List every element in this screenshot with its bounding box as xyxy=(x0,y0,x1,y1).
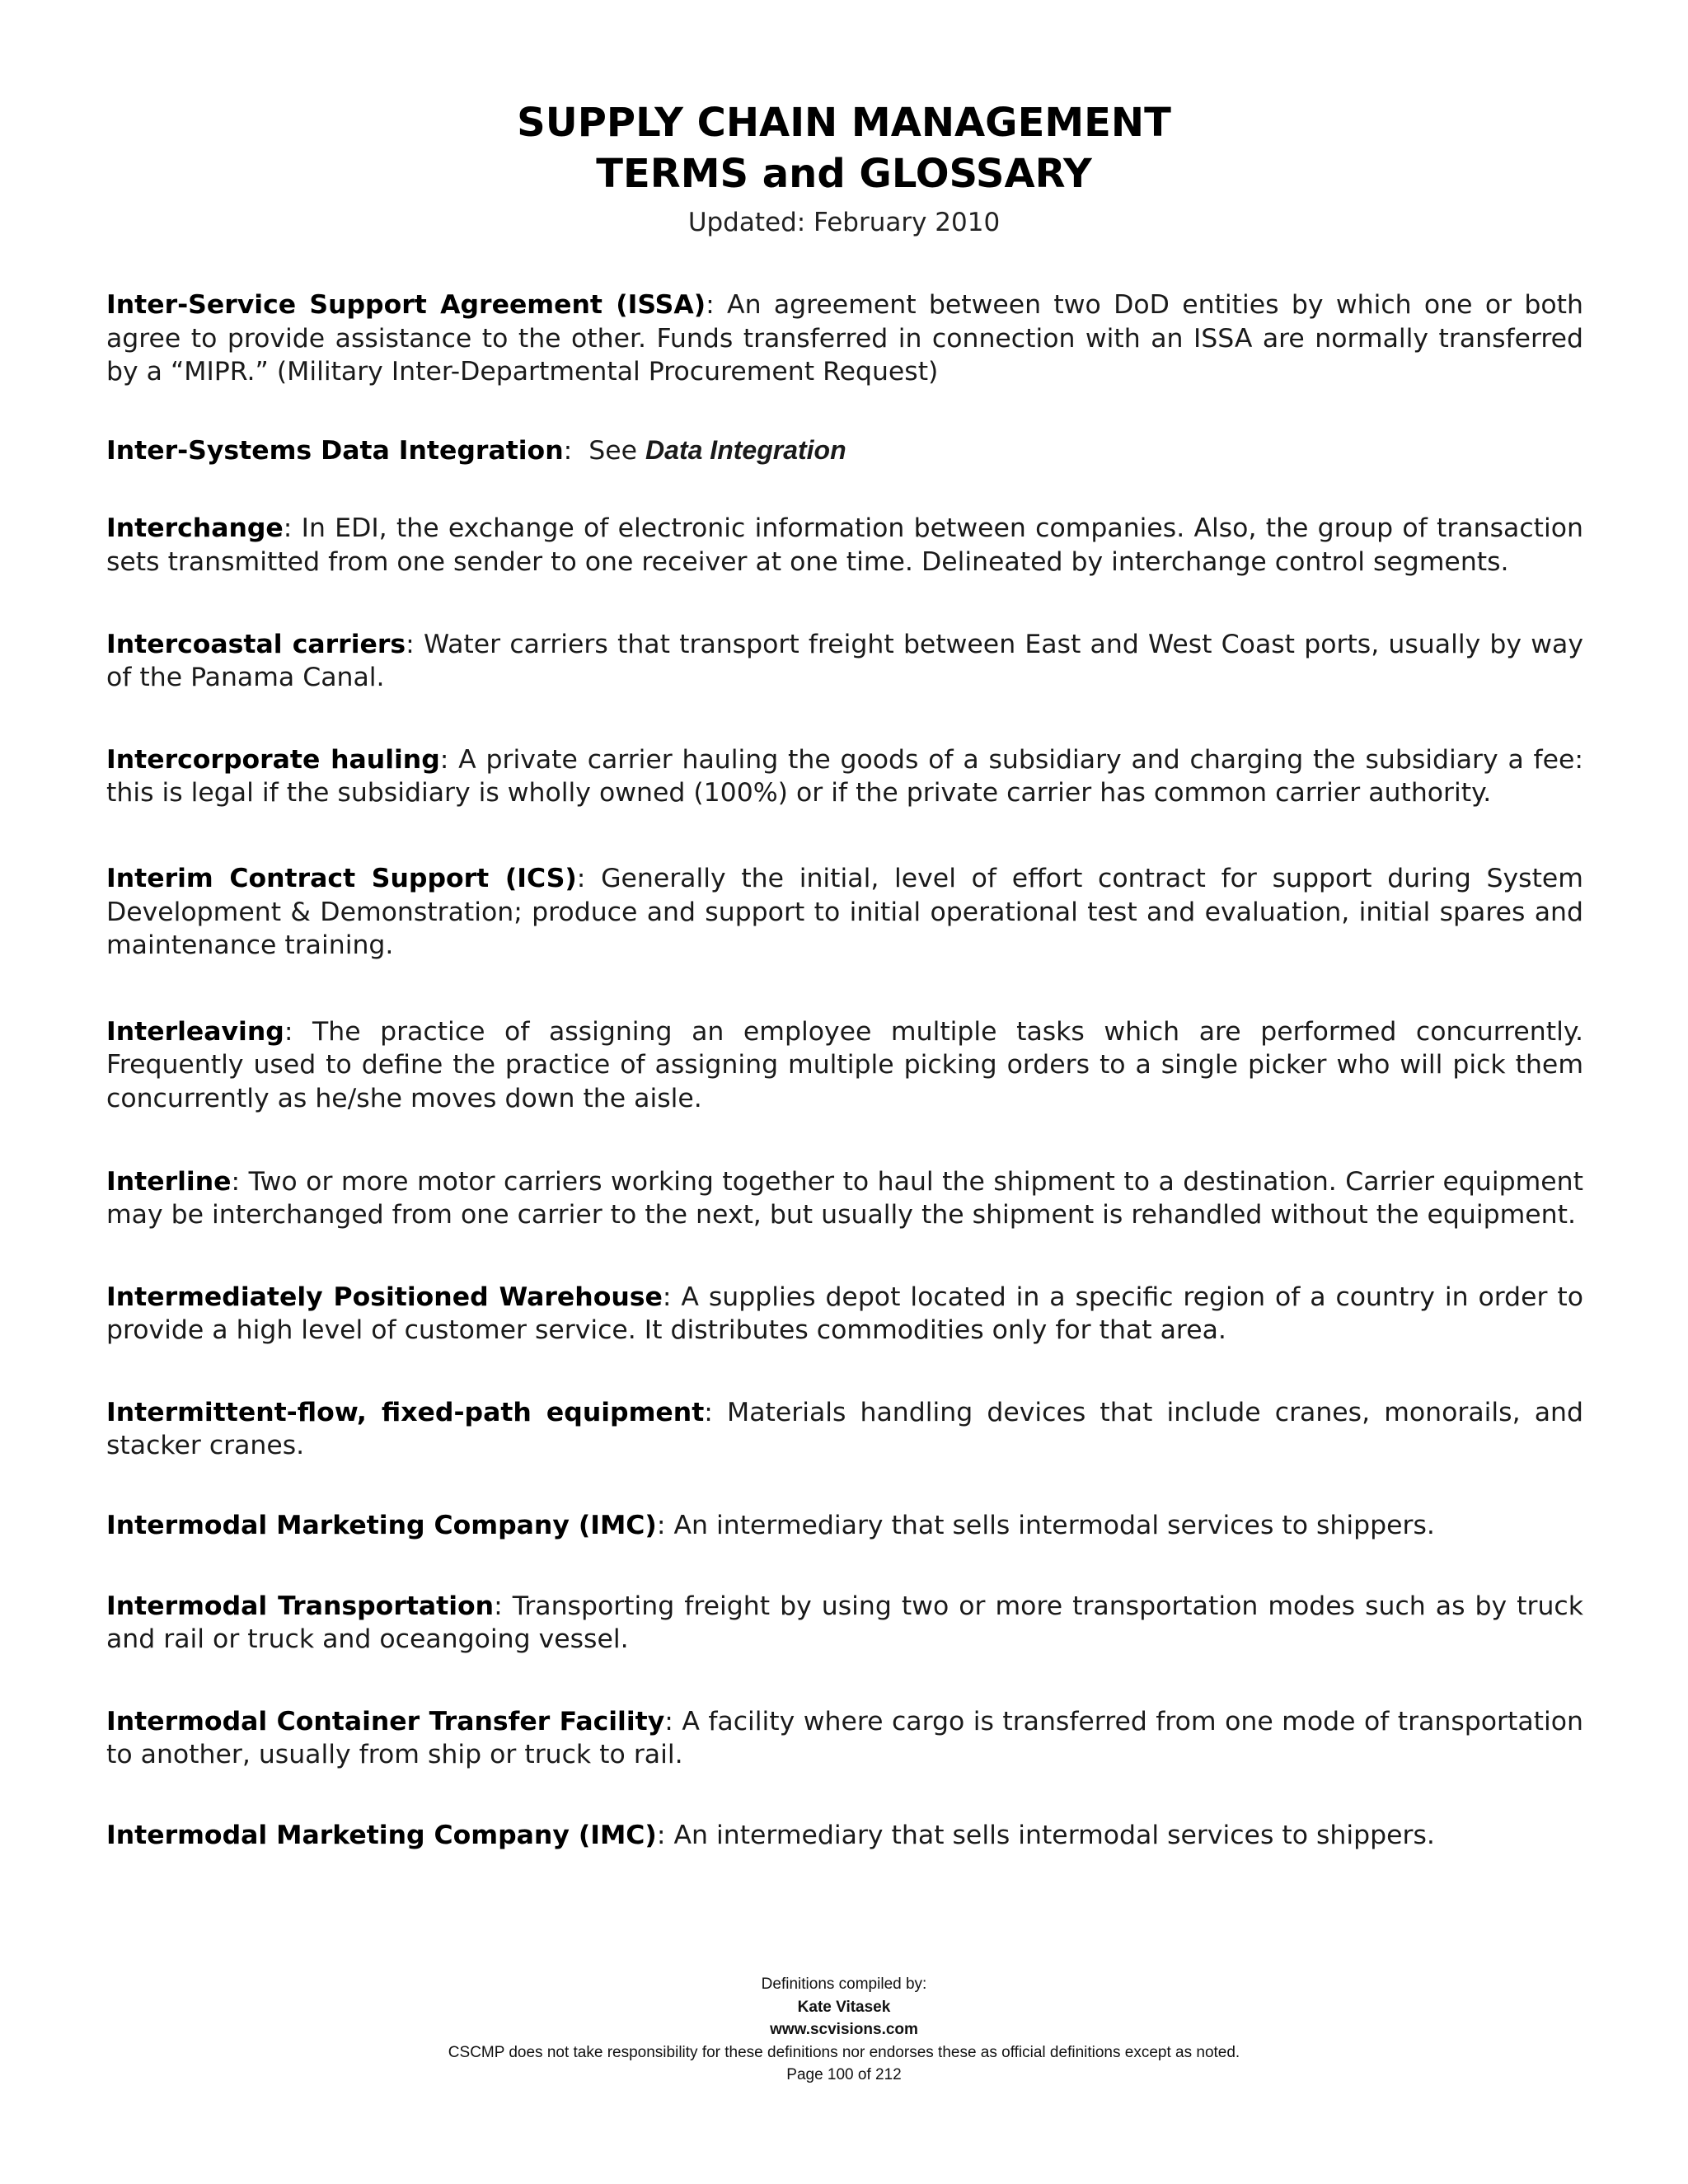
glossary-definition: : Materials handling devices that include cranes, monorails, and stacker cranes. xyxy=(106,1397,1583,1461)
footer-author: Kate Vitasek xyxy=(797,1998,891,2016)
glossary-term: Interchange xyxy=(106,513,284,544)
page-footer xyxy=(0,1973,1688,2087)
glossary-term: Intermodal Transportation xyxy=(106,1591,495,1621)
see-reference-link[interactable]: Data Integration xyxy=(645,434,846,465)
glossary-definition: : Generally the initial, level of effort contract for support during System Development & Demonstration; produce and support to initial operational test and evaluation, initial spares and maintenance training. xyxy=(106,863,1583,961)
glossary-definition: : The practice of assigning an employee multiple tasks which are performed concurrently. Frequently used to define the practice of assigning multiple picking orders to a single picker who will pick them concurrently as he/she moves down the aisle. xyxy=(106,1016,1583,1113)
glossary-definition: : See xyxy=(563,435,646,466)
glossary-entry xyxy=(106,1509,1583,1543)
glossary-definition: : An intermediary that sells intermodal services to shippers. xyxy=(656,1511,1435,1541)
glossary-entry xyxy=(106,1819,1583,1853)
glossary-term: Intercoastal carriers xyxy=(106,629,406,659)
glossary-definition: : Transporting freight by using two or more transportation modes such as by truck and rail or truck and oceangoing vessel. xyxy=(106,1591,1583,1655)
glossary-term: Inter-Systems Data Integration xyxy=(106,435,564,466)
glossary-definition: : A facility where cargo is transferred from one mode of transportation to another, usually from ship or truck to rail. xyxy=(106,1706,1583,1770)
glossary-entry xyxy=(106,1396,1583,1463)
glossary-term: Intermodal Marketing Company (IMC) xyxy=(106,1511,657,1541)
document-title-line-2: TERMS and GLOSSARY xyxy=(596,151,1092,197)
glossary-definition: : Water carriers that transport freight between East and West Coast ports, usually by way of the Panama Canal. xyxy=(106,629,1583,693)
glossary-definition: : A private carrier hauling the goods of a subsidiary and charging the subsidiary a fee: this is legal if the subsidiary is wholly owned (100%) or if the private carrier has common carrier authority. xyxy=(106,744,1584,808)
footer-page-number: Page 100 of 212 xyxy=(786,2066,902,2083)
glossary-term: Intermediately Positioned Warehouse xyxy=(106,1282,663,1312)
glossary-term: Intermodal Container Transfer Facility xyxy=(106,1706,665,1736)
glossary-term: Inter-Service Support Agreement (ISSA) xyxy=(106,290,706,320)
glossary-entry xyxy=(106,1705,1583,1772)
glossary-term: Interim Contract Support (ICS) xyxy=(106,863,577,893)
glossary-entry xyxy=(106,1281,1583,1347)
glossary-entry xyxy=(106,743,1583,810)
glossary-entry xyxy=(106,628,1583,695)
glossary-entry xyxy=(106,1165,1583,1232)
updated-date: Updated: February 2010 xyxy=(687,208,1001,237)
glossary-entry xyxy=(106,862,1583,963)
glossary-term: Intercorporate hauling xyxy=(106,744,440,775)
glossary-definition: : An agreement between two DoD entities by which one or both agree to provide assistance to the other. Funds transferred in connection with an ISSA are normally transferred by a “MIPR.” (Military Inter-Departmental Procurement Request) xyxy=(106,290,1583,387)
glossary-term: Intermodal Marketing Company (IMC) xyxy=(106,1821,657,1851)
glossary-term: Interline xyxy=(106,1166,232,1197)
document-header xyxy=(0,97,1688,241)
glossary-term: Intermittent-flow, fixed-path equipment xyxy=(106,1397,705,1427)
glossary-entry xyxy=(106,1015,1583,1116)
glossary-definition: : A supplies depot located in a specific region of a country in order to provide a high level of customer service. It distributes commodities only for that area. xyxy=(106,1282,1583,1346)
footer-disclaimer: CSCMP does not take responsibility for these definitions nor endorses these as official definitions except as noted. xyxy=(448,2043,1240,2061)
glossary-entry xyxy=(106,288,1583,389)
document-title-line-1: SUPPLY CHAIN MANAGEMENT xyxy=(517,100,1171,146)
footer-compiled-by: Definitions compiled by: xyxy=(761,1975,927,1993)
glossary-definition: : Two or more motor carriers working together to haul the shipment to a destination. Carrier equipment may be interchanged from one carrier to the next, but usually the shipment is rehandled without the equipment. xyxy=(106,1166,1583,1230)
glossary-entries xyxy=(106,288,1583,1853)
glossary-entry xyxy=(106,1590,1583,1657)
glossary-entry xyxy=(106,434,1583,468)
glossary-definition: : In EDI, the exchange of electronic information between companies. Also, the group of transaction sets transmitted from one sender to one receiver at one time. Delineated by interchange control segments. xyxy=(106,513,1583,577)
glossary-definition: : An intermediary that sells intermodal services to shippers. xyxy=(656,1821,1435,1851)
footer-website-link[interactable]: www.scvisions.com xyxy=(770,2021,918,2038)
glossary-term: Interleaving xyxy=(106,1016,284,1047)
glossary-entry xyxy=(106,512,1583,579)
